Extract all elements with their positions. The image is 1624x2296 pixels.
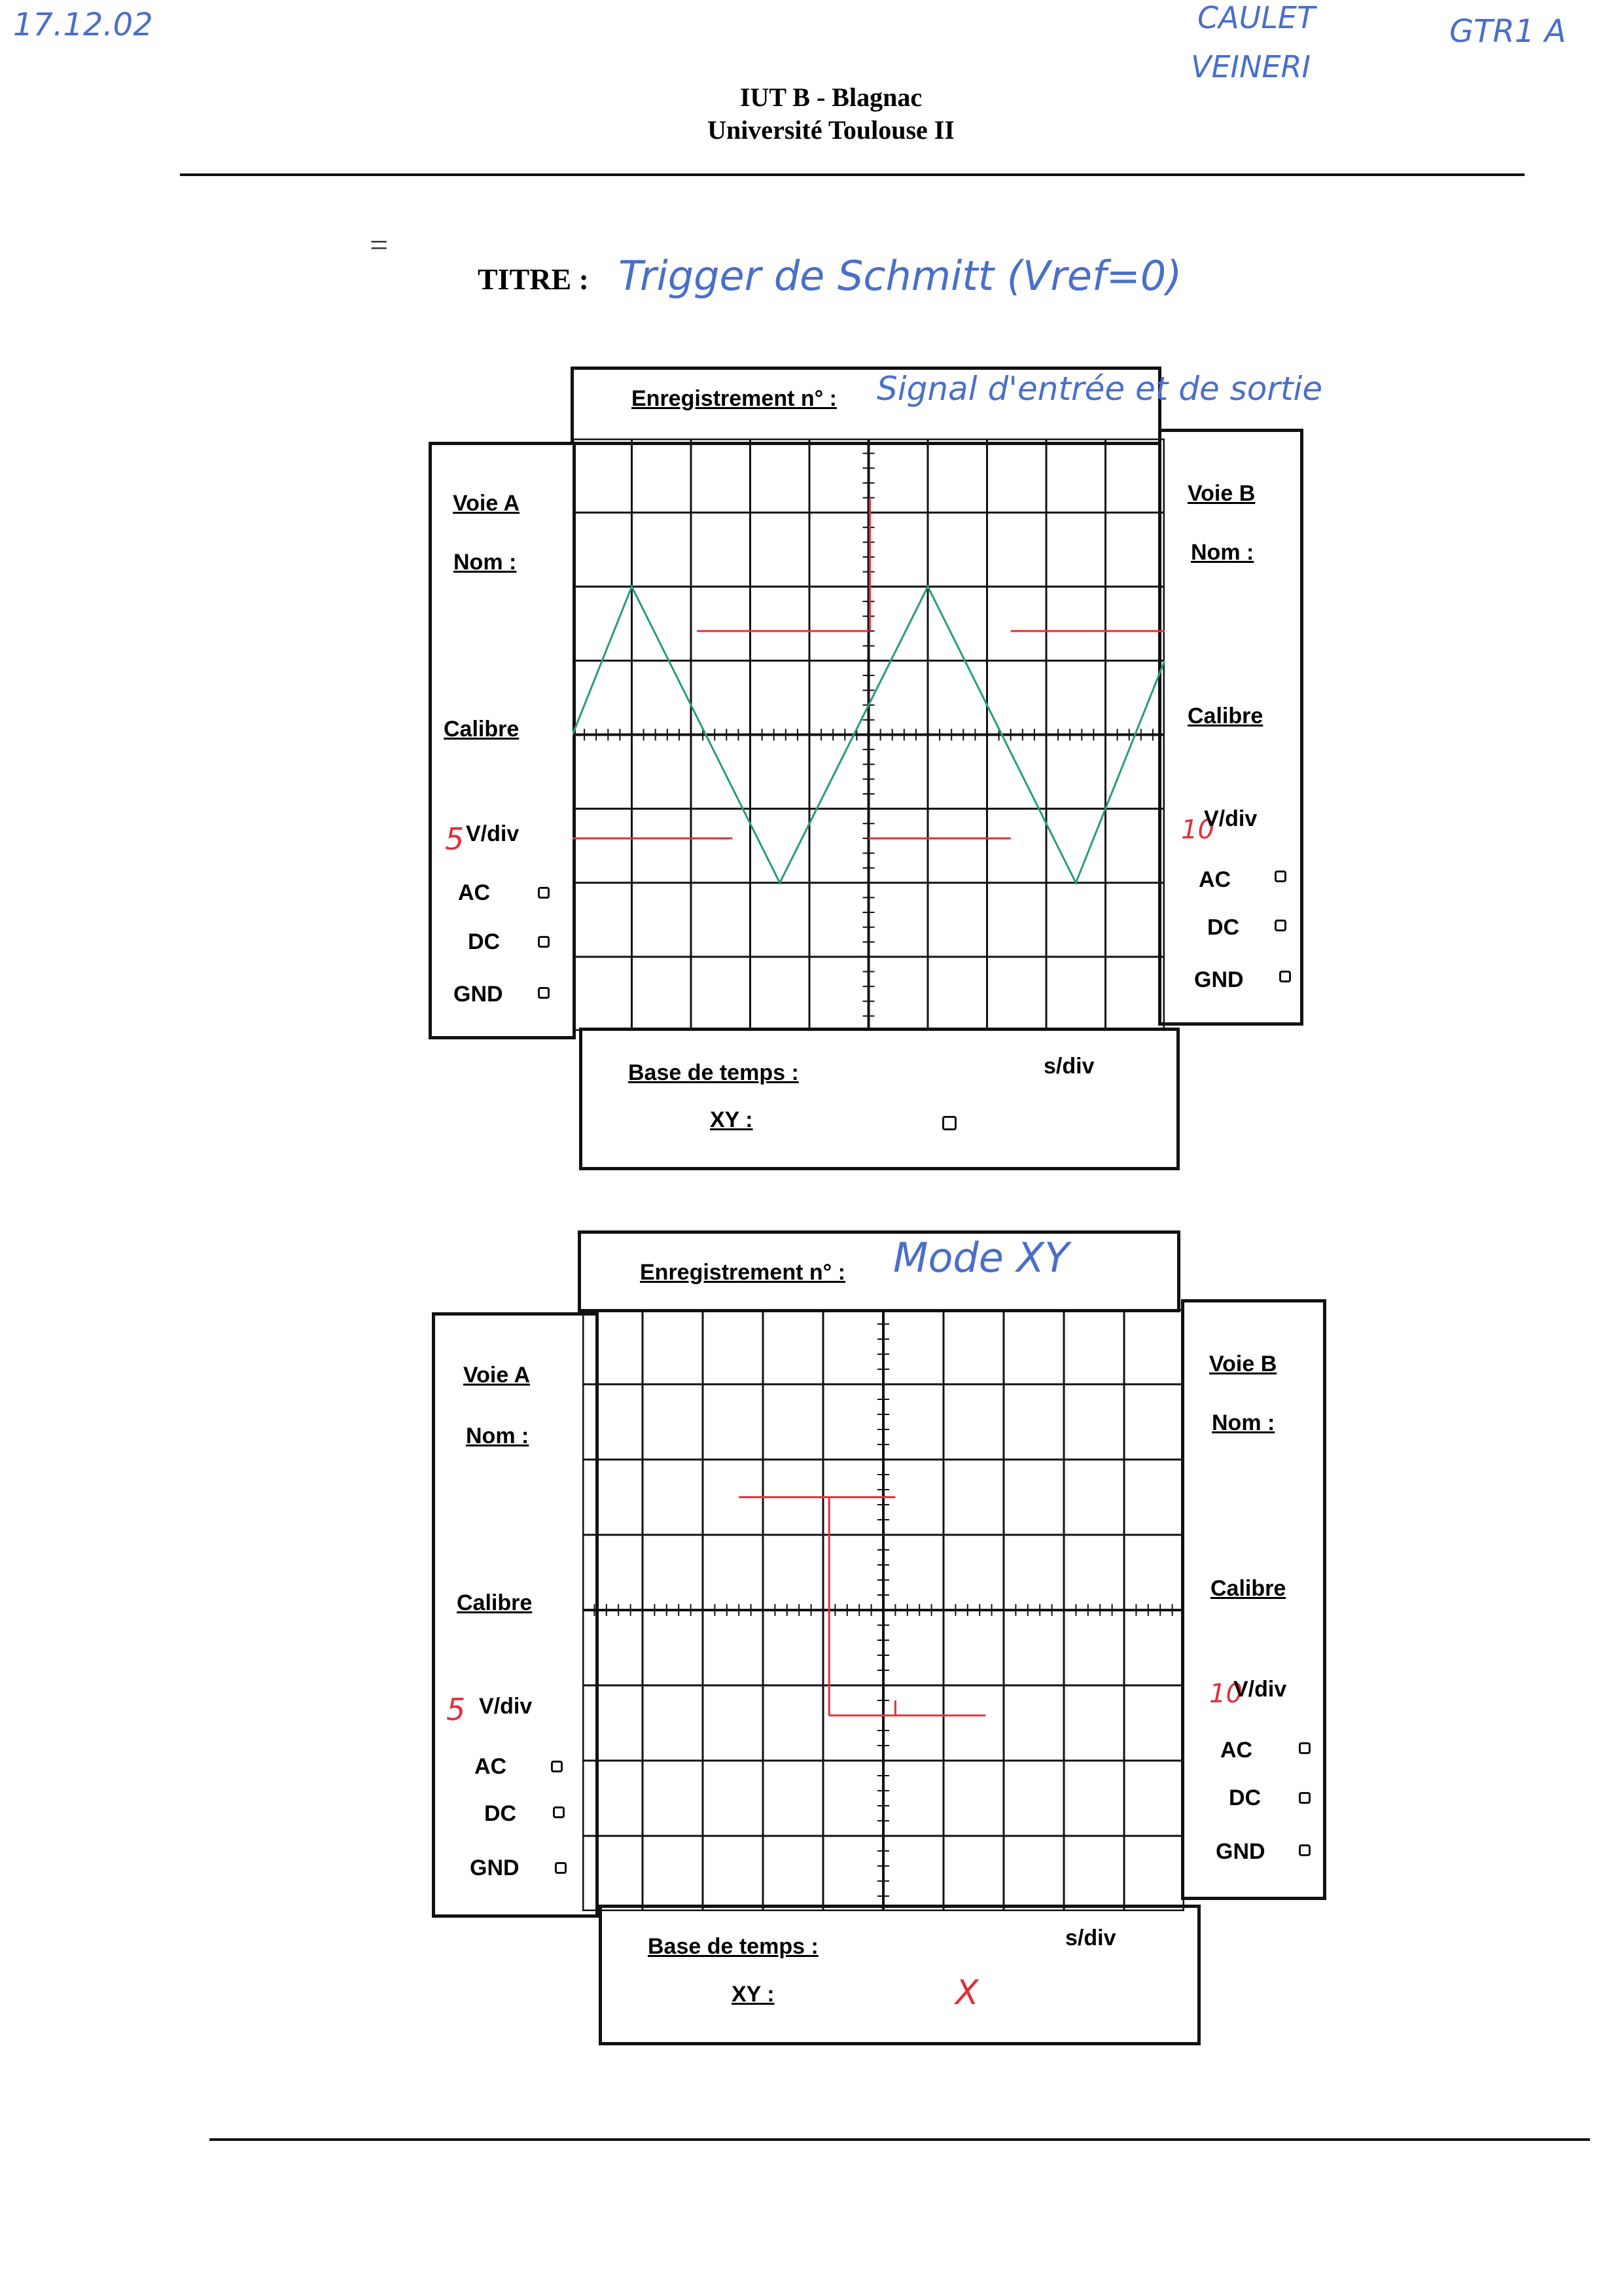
panel-1-voie-a-vdiv-value: 5 bbox=[445, 821, 465, 857]
panel-1-voie-b-gnd-checkbox[interactable] bbox=[1279, 971, 1291, 982]
panel-2-voie-a-dc-checkbox[interactable] bbox=[553, 1806, 565, 1818]
panel-2-voie-a-calibre: Calibre bbox=[457, 1590, 533, 1615]
panel-2-voie-b-title: Voie B bbox=[1209, 1352, 1277, 1376]
panel-1-voie-b-vdiv-value: 10 bbox=[1181, 815, 1214, 845]
panel-1-voie-b-title: Voie B bbox=[1188, 481, 1256, 506]
panel-1-voie-b-calibre: Calibre bbox=[1188, 704, 1263, 728]
panel-2-voie-b-gnd: GND bbox=[1216, 1839, 1265, 1864]
panel-2-voie-a-gnd: GND bbox=[470, 1856, 520, 1880]
panel-2-voie-b-vdiv-value: 10 bbox=[1209, 1679, 1243, 1709]
panel-2-voie-a-gnd-checkbox[interactable] bbox=[555, 1862, 567, 1874]
panel-1-voie-a-ac: AC bbox=[458, 880, 491, 905]
panel-1-base-temps: Base de temps : bbox=[628, 1060, 799, 1085]
panel-1-voie-b-nom: Nom : bbox=[1191, 540, 1254, 565]
panel-2-voie-b-calibre: Calibre bbox=[1210, 1576, 1286, 1601]
panel-2-voie-b-nom: Nom : bbox=[1212, 1410, 1275, 1435]
panel-1-voie-a-nom: Nom : bbox=[453, 550, 517, 575]
panel-2-voie-b-gnd-checkbox[interactable] bbox=[1299, 1844, 1311, 1856]
panel-2-voie-a-vdiv-label: V/div bbox=[479, 1694, 533, 1719]
title-label: TITRE : bbox=[478, 262, 589, 296]
panel-2-voie-a-ac-checkbox[interactable] bbox=[551, 1761, 563, 1772]
panel-1-xy-checkbox[interactable] bbox=[942, 1116, 957, 1130]
panel-2-voie-a-dc: DC bbox=[484, 1801, 517, 1826]
panel-1-voie-a-gnd-checkbox[interactable] bbox=[538, 987, 550, 999]
panel-1-voie-a-dc: DC bbox=[468, 929, 501, 954]
panel-1-voie-a-vdiv-label: V/div bbox=[466, 821, 520, 846]
panel-2-voie-a-ac: AC bbox=[474, 1754, 507, 1779]
panel-1-voie-a-gnd: GND bbox=[453, 982, 503, 1007]
panel-1-xy: XY : bbox=[710, 1107, 753, 1132]
panel-2-voie-a-title: Voie A bbox=[463, 1363, 531, 1388]
panel-2-xy: XY : bbox=[732, 1982, 775, 2007]
panel-1-voie-a-ac-checkbox[interactable] bbox=[538, 887, 550, 899]
panel-1-record-label: Enregistrement n° : bbox=[631, 386, 837, 411]
panel-1-voie-b-ac-checkbox[interactable] bbox=[1275, 870, 1286, 882]
panel-2-xy-mark[interactable]: X bbox=[955, 1973, 979, 2013]
handwritten-author-2: VEINERI bbox=[1191, 49, 1311, 84]
panel-1-voie-b-gnd: GND bbox=[1194, 967, 1244, 992]
header-line-1: IUT B - Blagnac bbox=[739, 82, 923, 112]
panel-2-scope-screen bbox=[582, 1309, 1184, 1911]
panel-2-voie-b-dc-checkbox[interactable] bbox=[1299, 1792, 1311, 1804]
handwritten-mark: = bbox=[370, 226, 389, 263]
footer-rule bbox=[209, 2138, 1590, 2141]
panel-2-voie-a-vdiv-value: 5 bbox=[446, 1692, 466, 1727]
header-line-2: Université Toulouse II bbox=[707, 115, 955, 145]
panel-1-record-value: Signal d'entrée et de sortie bbox=[877, 370, 1323, 408]
panel-1-base-box bbox=[579, 1028, 1180, 1170]
panel-2-voie-a-nom: Nom : bbox=[466, 1424, 529, 1448]
panel-2-voie-b-vdiv-label: V/div bbox=[1233, 1677, 1287, 1702]
panel-1-voie-b-ac: AC bbox=[1199, 867, 1231, 892]
panel-1-sdiv: s/div bbox=[1044, 1054, 1095, 1079]
handwritten-author-1: CAULET bbox=[1197, 0, 1316, 35]
panel-1-voie-a-dc-checkbox[interactable] bbox=[538, 936, 550, 948]
panel-2-voie-b-dc: DC bbox=[1229, 1785, 1262, 1810]
panel-1-scope-screen bbox=[573, 439, 1165, 1031]
header-rule bbox=[180, 173, 1525, 176]
panel-1-voie-b-dc-checkbox[interactable] bbox=[1275, 920, 1286, 931]
panel-2-record-label: Enregistrement n° : bbox=[640, 1260, 845, 1285]
handwritten-group: GTR1 A bbox=[1449, 13, 1566, 50]
panel-2-sdiv: s/div bbox=[1065, 1926, 1116, 1950]
panel-2-base-temps: Base de temps : bbox=[648, 1934, 819, 1959]
panel-1-voie-a-title: Voie A bbox=[453, 491, 520, 516]
panel-1-voie-b-vdiv-label: V/div bbox=[1204, 806, 1258, 831]
panel-1-voie-a-calibre: Calibre bbox=[444, 717, 520, 742]
panel-2-record-value: Mode XY bbox=[893, 1234, 1069, 1282]
handwritten-date: 17.12.02 bbox=[13, 7, 153, 43]
panel-2-voie-b-ac: AC bbox=[1220, 1738, 1253, 1763]
panel-2-voie-b-ac-checkbox[interactable] bbox=[1299, 1742, 1311, 1754]
title-value: Trigger de Schmitt (Vref=0) bbox=[618, 252, 1182, 300]
panel-1-voie-b-dc: DC bbox=[1207, 915, 1240, 940]
